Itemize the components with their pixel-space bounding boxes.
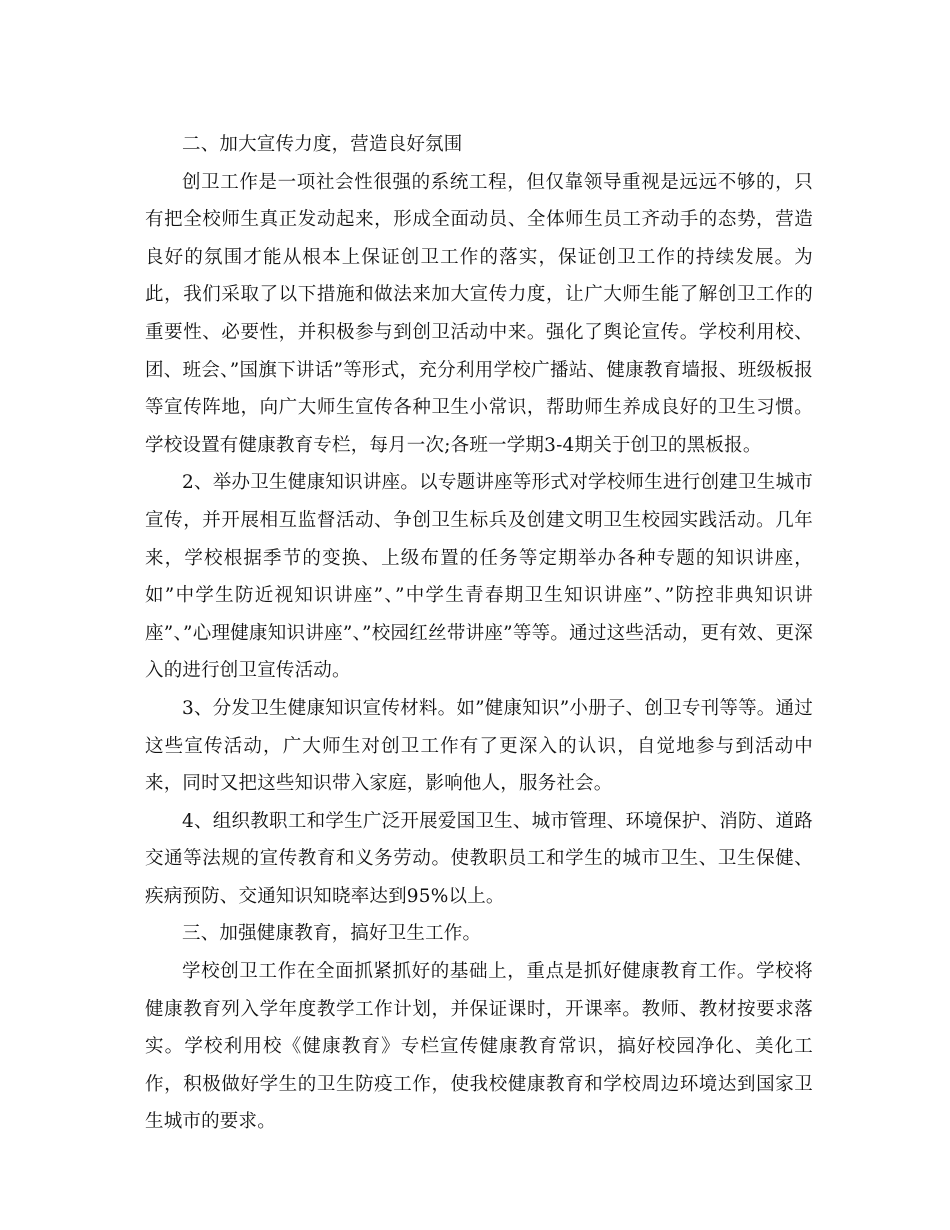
section-heading-publicity: 二、加大宣传力度，营造良好氛围 xyxy=(182,134,463,155)
paragraph-materials: 3、分发卫生健康知识宣传材料。如”健康知识”小册子、创卫专刊等等。通过这些宣传活动，广大师生对创卫工作有了更深入的认识，自觉地参与到活动中来，同时又把这些知识带入家庭，影响他人，服务社会。 xyxy=(145,697,813,795)
paragraph-health-lectures: 2、举办卫生健康知识讲座。以专题讲座等形式对学校师生进行创建卫生城市宣传，并开展相互监督活动、争创卫生标兵及创建文明卫生校园实践活动。几年来，学校根据季节的变换、上级布置的任务等定期举办各种专题的知识讲座，如”中学生防近视知识讲座”、”中学生青春期卫生知识讲座”、”防控非典知识讲座”、”心理健康知识讲座”、”校园红丝带讲座”等等。通过这些活动，更有效、更深入的进行创卫宣传活动。 xyxy=(145,472,813,682)
paragraph-regulations-education: 4、组织教职工和学生广泛开展爱国卫生、城市管理、环境保护、消防、道路交通等法规的宣传教育和义务劳动。使教职员工和学生的城市卫生、卫生保健、疾病预防、交通知识知晓率达到95%以上。 xyxy=(145,810,813,907)
document-body xyxy=(145,126,813,1141)
section-heading-health-education: 三、加强健康教育，搞好卫生工作。 xyxy=(182,923,482,945)
paragraph-publicity-intro: 创卫工作是一项社会性很强的系统工程，但仅靠领导重视是远远不够的，只有把全校师生真正发动起来，形成全面动员、全体师生员工齐动手的态势，营造良好的氛围才能从根本上保证创卫工作的落实，保证创卫工作的持续发展。为此，我们采取了以下措施和做法来加大宣传力度，让广大师生能了解创卫工作的重要性、必要性，并积极参与到创卫活动中来。强化了舆论宣传。学校利用校、团、班会、”国旗下讲话”等形式，充分利用学校广播站、健康教育墙报、班级板报等宣传阵地，向广大师生宣传各种卫生小常识，帮助师生养成良好的卫生习惯。学校设置有健康教育专栏，每月一次;各班一学期3-4期关于创卫的黑板报。 xyxy=(145,171,813,456)
paragraph-health-education: 学校创卫工作在全面抓紧抓好的基础上，重点是抓好健康教育工作。学校将健康教育列入学年度教学工作计划，并保证课时，开课率。教师、教材按要求落实。学校利用校《健康教育》专栏宣传健康教育常识，搞好校园净化、美化工作，积极做好学生的卫生防疫工作，使我校健康教育和学校周边环境达到国家卫生城市的要求。 xyxy=(145,961,813,1133)
